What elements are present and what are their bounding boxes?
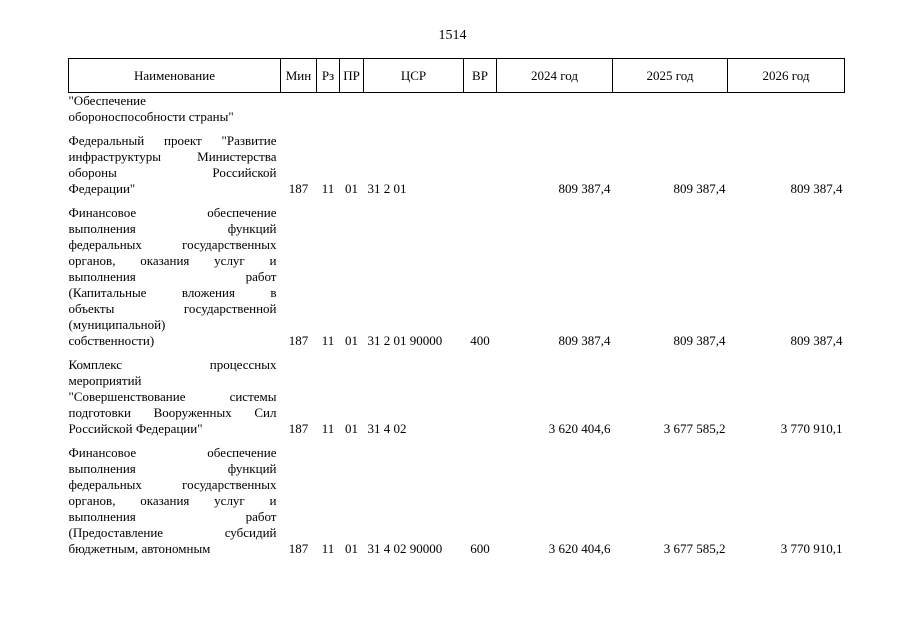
cell-2026	[728, 93, 845, 126]
cell-2025	[613, 93, 728, 126]
table-row	[69, 93, 845, 126]
cell-2024: 809 387,4	[558, 333, 611, 348]
name-line: выполнения функций	[68, 461, 277, 476]
cell-vr	[464, 93, 497, 126]
name-line: подготовки Вооруженных Сил	[68, 405, 277, 420]
table-body	[69, 93, 845, 558]
name-line: (Капитальные вложения в	[68, 285, 277, 300]
name-line: Федеральный проект "Развитие	[68, 133, 277, 148]
name-line: "Совершенствование системы	[68, 389, 277, 404]
cell-min: 187	[288, 541, 309, 556]
cell-csr: 31 4 02 90000	[367, 541, 443, 556]
name-line: выполнения функций	[68, 221, 277, 236]
cell-min: 187	[288, 333, 309, 348]
cell-2024	[497, 93, 613, 126]
cell-vr: 400	[470, 333, 490, 348]
name-line: федеральных государственных	[68, 477, 277, 492]
column-header-min: Мин	[281, 59, 317, 93]
name-line: выполнения работ	[68, 269, 277, 284]
table-header-row	[69, 59, 845, 93]
cell-pr: 01	[345, 421, 358, 436]
column-header-name: Наименование	[69, 59, 281, 93]
cell-2024: 3 620 404,6	[548, 541, 611, 556]
cell-rz: 11	[321, 421, 335, 436]
name-line: Финансовое обеспечение	[68, 445, 277, 460]
name-line: Российской Федерации"	[68, 421, 203, 436]
budget-table	[68, 58, 845, 557]
name-line: выполнения работ	[68, 509, 277, 524]
column-header-pr: ПР	[340, 59, 364, 93]
cell-vr	[464, 125, 497, 197]
cell-min	[281, 93, 317, 126]
cell-2025: 3 677 585,2	[663, 541, 726, 556]
cell-pr: 01	[345, 541, 358, 556]
cell-min: 187	[288, 181, 309, 196]
column-header-2026: 2026 год	[728, 59, 845, 93]
cell-rz: 11	[321, 541, 335, 556]
column-header-csr: ЦСР	[364, 59, 464, 93]
cell-name	[69, 437, 281, 557]
cell-2026: 3 770 910,1	[780, 541, 843, 556]
cell-csr: 31 2 01	[367, 181, 407, 196]
name-line: Федерации"	[68, 181, 136, 196]
cell-csr: 31 2 01 90000	[367, 333, 443, 348]
cell-name	[69, 349, 281, 437]
column-header-vr: ВР	[464, 59, 497, 93]
column-header-2024: 2024 год	[497, 59, 613, 93]
table-row	[69, 349, 845, 437]
name-line: (Предоставление субсидий	[68, 525, 277, 540]
name-line: (муниципальной)	[68, 317, 166, 332]
cell-pr: 01	[345, 181, 358, 196]
name-line: инфраструктуры Министерства	[68, 149, 277, 164]
cell-2024: 809 387,4	[558, 181, 611, 196]
table-row	[69, 125, 845, 197]
cell-name	[69, 197, 281, 349]
column-header-rz: Рз	[317, 59, 340, 93]
cell-rz	[317, 93, 340, 126]
cell-csr	[364, 93, 464, 126]
name-line: федеральных государственных	[68, 237, 277, 252]
cell-rz: 11	[321, 181, 335, 196]
cell-2026: 809 387,4	[790, 181, 843, 196]
name-line: органов, оказания услуг и	[68, 253, 277, 268]
cell-2026: 3 770 910,1	[780, 421, 843, 436]
name-line: "Обеспечение	[68, 93, 146, 108]
table-row	[69, 437, 845, 557]
name-line: Комплекс процессных	[68, 357, 277, 372]
name-line: Финансовое обеспечение	[68, 205, 277, 220]
cell-pr: 01	[345, 333, 358, 348]
name-line: собственности)	[68, 333, 155, 348]
cell-2025: 3 677 585,2	[663, 421, 726, 436]
page-number: 1514	[438, 28, 467, 43]
cell-name	[69, 125, 281, 197]
name-line: органов, оказания услуг и	[68, 493, 277, 508]
cell-vr: 600	[470, 541, 490, 556]
name-line: объекты государственной	[68, 301, 277, 316]
cell-csr: 31 4 02	[367, 421, 407, 436]
cell-rz: 11	[321, 333, 335, 348]
cell-pr	[340, 93, 364, 126]
column-header-2025: 2025 год	[613, 59, 728, 93]
name-line: обороноспособности страны"	[68, 109, 234, 124]
name-line: мероприятий	[68, 373, 142, 388]
cell-min: 187	[288, 421, 309, 436]
cell-vr	[464, 349, 497, 437]
table-row	[69, 197, 845, 349]
cell-2026: 809 387,4	[790, 333, 843, 348]
name-line: бюджетным, автономным	[68, 541, 211, 556]
cell-name	[69, 93, 281, 126]
cell-2025: 809 387,4	[673, 181, 726, 196]
name-line: обороны Российской	[68, 165, 277, 180]
cell-2025: 809 387,4	[673, 333, 726, 348]
cell-2024: 3 620 404,6	[548, 421, 611, 436]
